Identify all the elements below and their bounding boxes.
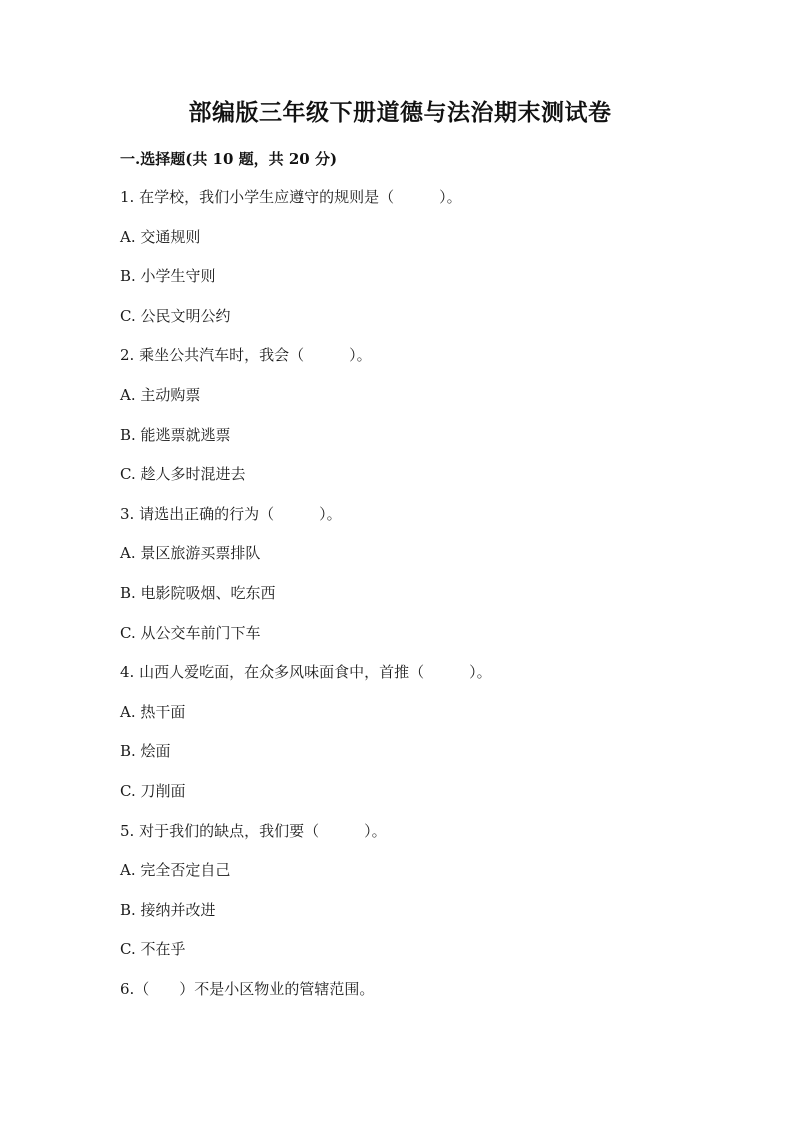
question-list <box>120 185 700 1016</box>
section-heading: 一.选择题(共 10 题，共 20 分) <box>120 150 338 168</box>
question-stem: 1. 在学校，我们小学生应遵守的规则是（ ）。 <box>120 188 462 206</box>
document-title: 部编版三年级下册道德与法治期末测试卷 <box>188 99 612 126</box>
answer-option: B. 电影院吸烟、吃东西 <box>120 583 276 602</box>
question-stem: 5. 对于我们的缺点，我们要（ ）。 <box>120 821 387 840</box>
answer-option: C. 从公交车前门下车 <box>120 623 261 642</box>
question-stem: 3. 请选出正确的行为（ ）。 <box>120 504 342 523</box>
answer-option: A. 完全否定自己 <box>120 861 231 880</box>
answer-option: C. 趁人多时混进去 <box>120 465 246 484</box>
answer-option: C. 公民文明公约 <box>120 306 231 325</box>
answer-option: B. 烩面 <box>120 742 171 761</box>
answer-option: B. 小学生守则 <box>120 267 216 286</box>
answer-option: A. 热干面 <box>120 702 186 721</box>
question-stem: 2. 乘坐公共汽车时，我会（ ）。 <box>120 346 372 365</box>
answer-option: B. 能逃票就逃票 <box>120 425 231 444</box>
answer-option: A. 主动购票 <box>120 385 201 404</box>
answer-option: C. 不在乎 <box>120 940 186 959</box>
answer-option: C. 刀削面 <box>120 781 186 800</box>
answer-option: A. 交通规则 <box>120 227 201 246</box>
question-stem: 4. 山西人爱吃面，在众多风味面食中，首推（ ）。 <box>120 663 492 682</box>
answer-option: B. 接纳并改进 <box>120 900 216 919</box>
answer-option: A. 景区旅游买票排队 <box>120 544 261 563</box>
question-stem: 6.（ ）不是小区物业的管辖范围。 <box>120 979 375 998</box>
